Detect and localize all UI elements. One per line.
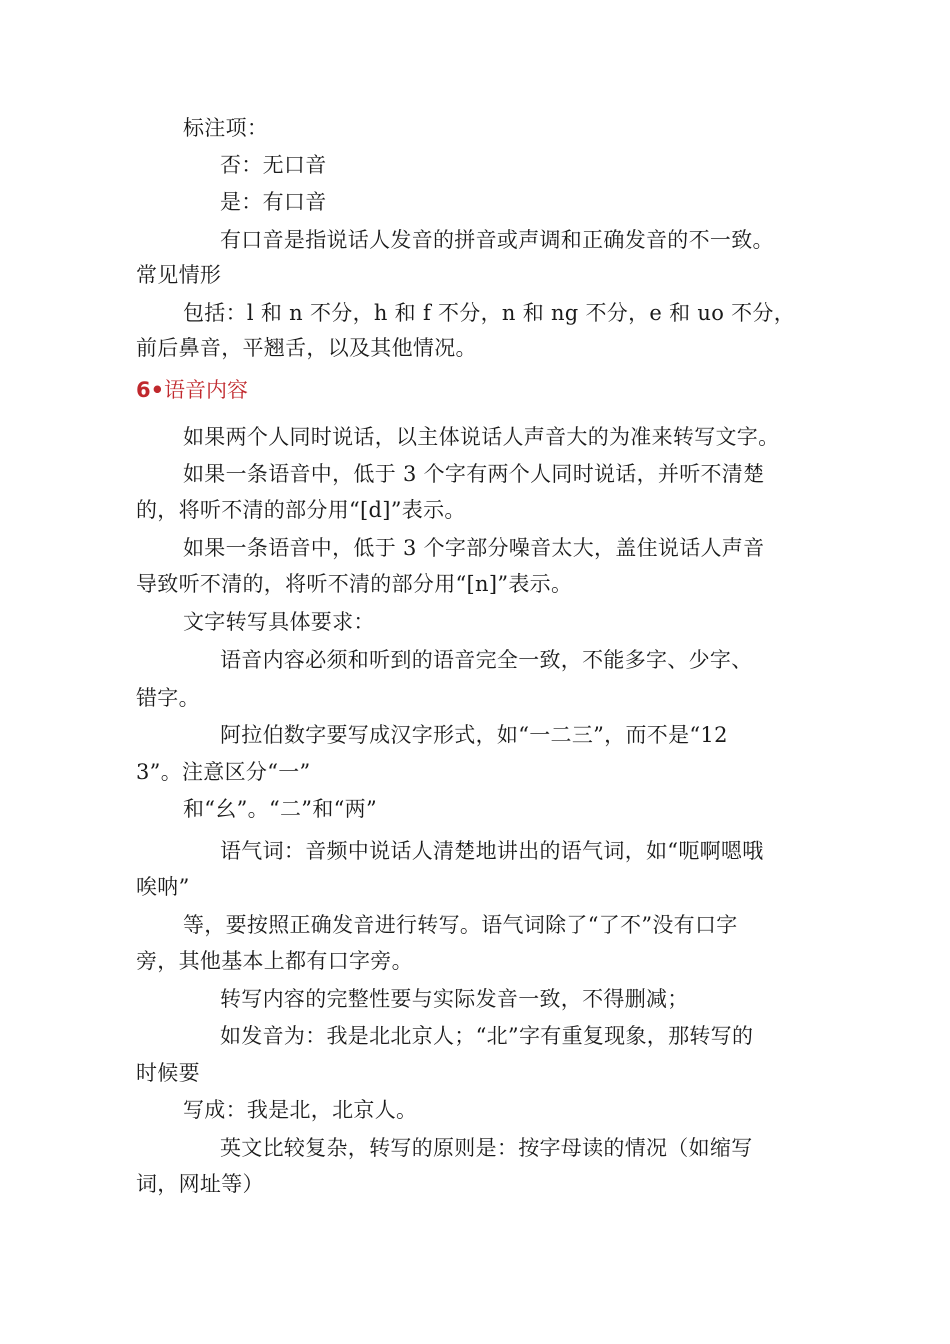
paragraph-line: 如果一条语音中，低于 3 个字部分噪音太大，盖住说话人声音: [183, 536, 765, 560]
paragraph-line: 语气词：音频中说话人清楚地讲出的语气词，如“呃啊嗯哦: [220, 839, 764, 863]
paragraph-line: 如果两个人同时说话，以主体说话人声音大的为准来转写文字。: [183, 425, 780, 449]
accent-definition-line: 常见情形: [136, 263, 222, 287]
option-no: 否：无口音: [220, 153, 327, 177]
paragraph-line: 旁，其他基本上都有口字旁。: [136, 949, 413, 973]
option-yes: 是：有口音: [220, 190, 327, 214]
paragraph-line: 写成：我是北，北京人。: [183, 1098, 418, 1122]
paragraph-line: 转写内容的完整性要与实际发音一致，不得删减；: [220, 987, 689, 1011]
paragraph-line: 唉呐”: [136, 875, 190, 899]
paragraph-line: 的，将听不清的部分用“[d]”表示。: [136, 498, 466, 522]
accent-cases-line: 包括：l 和 n 不分，h 和 f 不分，n 和 ng 不分，e 和 uo 不分，: [183, 301, 796, 325]
paragraph-line: 时候要: [136, 1061, 200, 1085]
paragraph-line: 等，要按照正确发音进行转写。语气词除了“了不”没有口字: [183, 913, 738, 937]
paragraph-line: 3”。注意区分“一”: [136, 760, 311, 784]
paragraph-line: 导致听不清的，将听不清的部分用“[n]”表示。: [136, 572, 573, 596]
paragraph-line: 阿拉伯数字要写成汉字形式，如“一二三”，而不是“12: [220, 723, 728, 747]
paragraph-line: 和“幺”。“二”和“两”: [183, 797, 378, 821]
paragraph-line: 词，网址等）: [136, 1172, 264, 1196]
section-number: 6•: [136, 378, 165, 402]
annotation-label: 标注项：: [183, 116, 269, 140]
paragraph-line: 英文比较复杂，转写的原则是：按字母读的情况（如缩写: [220, 1136, 753, 1160]
section-title: 语音内容: [164, 378, 249, 402]
accent-cases-line: 前后鼻音，平翘舌，以及其他情况。: [136, 336, 477, 360]
paragraph-line: 如发音为：我是北北京人；“北”字有重复现象，那转写的: [220, 1024, 754, 1048]
paragraph-line: 如果一条语音中，低于 3 个字有两个人同时说话，并听不清楚: [183, 462, 765, 486]
paragraph-line: 错字。: [136, 686, 200, 710]
paragraph-line: 语音内容必须和听到的语音完全一致，不能多字、少字、: [220, 648, 753, 672]
paragraph-line: 文字转写具体要求：: [183, 610, 375, 634]
section-heading: [136, 375, 248, 405]
accent-definition-line: 有口音是指说话人发音的拼音或声调和正确发音的不一致。: [220, 228, 774, 252]
